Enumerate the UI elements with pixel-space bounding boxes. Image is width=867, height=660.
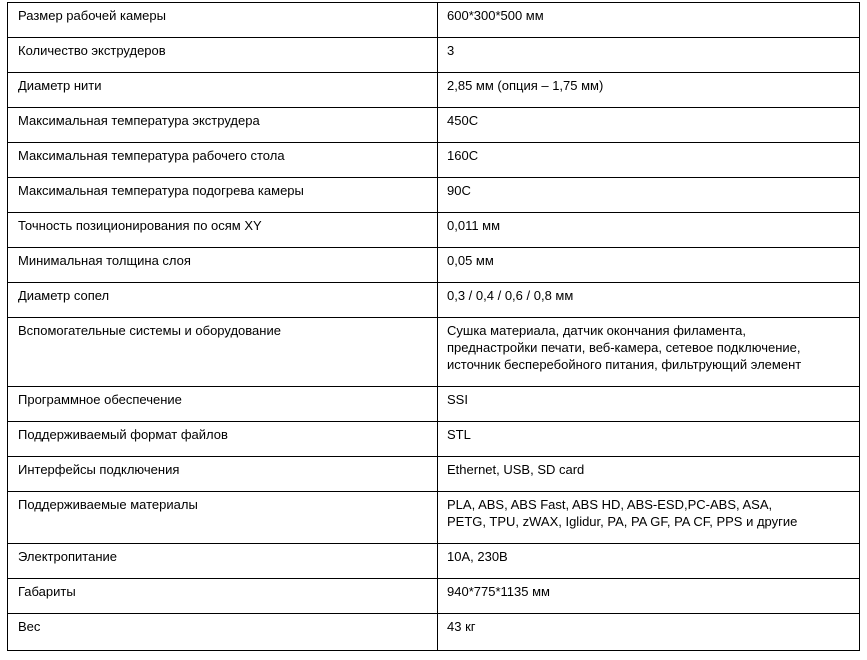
spec-label-cell (8, 283, 438, 318)
spec-value-line: 43 кг (447, 619, 476, 634)
spec-value-line: SSI (447, 392, 468, 407)
spec-value-cell (438, 73, 860, 108)
spec-label: Максимальная температура рабочего стола (18, 148, 285, 163)
spec-value-line: PETG, TPU, zWAX, Iglidur, PA, PA GF, PA CF, PPS и другие (447, 514, 798, 529)
spec-label-cell (8, 108, 438, 143)
table-row (8, 422, 860, 457)
spec-value-line: 0,05 мм (447, 253, 494, 268)
spec-value-cell (438, 579, 860, 614)
table-row (8, 614, 860, 651)
spec-value-cell (438, 614, 860, 651)
spec-value-line: 10А, 230В (447, 549, 508, 564)
spec-label: Поддерживаемый формат файлов (18, 427, 228, 442)
table-row (8, 457, 860, 492)
spec-value-cell (438, 422, 860, 457)
table-row (8, 248, 860, 283)
spec-label: Вес (18, 619, 41, 634)
spec-label-cell (8, 422, 438, 457)
spec-label-cell (8, 387, 438, 422)
spec-label-cell (8, 544, 438, 579)
table-row (8, 3, 860, 38)
spec-label: Точность позиционирования по осям XY (18, 218, 262, 233)
spec-label: Электропитание (18, 549, 117, 564)
spec-label: Диаметр нити (18, 78, 102, 93)
spec-label: Количество экструдеров (18, 43, 166, 58)
spec-label-cell (8, 318, 438, 387)
spec-label: Минимальная толщина слоя (18, 253, 191, 268)
spec-value-line: источник бесперебойного питания, фильтрующий элемент (447, 357, 802, 372)
spec-label-cell (8, 492, 438, 544)
spec-label: Диаметр сопел (18, 288, 110, 303)
spec-value-line: 3 (447, 43, 455, 58)
spec-value-line: Ethernet, USB, SD card (447, 462, 585, 477)
spec-label: Размер рабочей камеры (18, 8, 166, 23)
spec-label: Поддерживаемые материалы (18, 497, 198, 512)
table-row (8, 143, 860, 178)
spec-label-cell (8, 143, 438, 178)
spec-value-cell (438, 213, 860, 248)
spec-value-line: 90С (447, 183, 471, 198)
spec-label-cell (8, 213, 438, 248)
spec-label-cell (8, 248, 438, 283)
spec-value-cell (438, 248, 860, 283)
spec-label: Программное обеспечение (18, 392, 182, 407)
spec-label: Максимальная температура подогрева камеры (18, 183, 304, 198)
spec-value-line: STL (447, 427, 471, 442)
spec-value-cell (438, 283, 860, 318)
table-row (8, 38, 860, 73)
spec-label-cell (8, 3, 438, 38)
spec-value-line: 2,85 мм (опция – 1,75 мм) (447, 78, 604, 93)
spec-value-line: 0,3 / 0,4 / 0,6 / 0,8 мм (447, 288, 574, 303)
table-row (8, 579, 860, 614)
spec-value-cell (438, 387, 860, 422)
spec-label-cell (8, 38, 438, 73)
spec-label-cell (8, 614, 438, 651)
spec-value-line: PLA, ABS, ABS Fast, ABS HD, ABS-ESD,PC-ABS, ASA, (447, 497, 773, 512)
spec-value-cell (438, 457, 860, 492)
spec-label-cell (8, 579, 438, 614)
spec-table-body (8, 3, 860, 651)
spec-value-cell (438, 3, 860, 38)
spec-value-line: 450С (447, 113, 479, 128)
spec-value-cell (438, 178, 860, 213)
spec-value-cell (438, 544, 860, 579)
spec-label: Габариты (18, 584, 76, 599)
spec-label-cell (8, 178, 438, 213)
table-row (8, 387, 860, 422)
table-row (8, 492, 860, 544)
spec-label: Максимальная температура экструдера (18, 113, 260, 128)
table-row (8, 73, 860, 108)
spec-table (7, 2, 860, 651)
spec-label-cell (8, 73, 438, 108)
spec-value-line: 600*300*500 мм (447, 8, 544, 23)
table-row (8, 213, 860, 248)
spec-value-line: преднастройки печати, веб-камера, сетевое подключение, (447, 340, 801, 355)
spec-value-line: 0,011 мм (447, 218, 501, 233)
table-row (8, 544, 860, 579)
spec-label: Интерфейсы подключения (18, 462, 180, 477)
table-row (8, 178, 860, 213)
spec-value-cell (438, 108, 860, 143)
spec-label-cell (8, 457, 438, 492)
spec-value-cell (438, 38, 860, 73)
table-row (8, 318, 860, 387)
spec-value-line: Сушка материала, датчик окончания филамента, (447, 323, 746, 338)
spec-value-cell (438, 318, 860, 387)
spec-value-line: 940*775*1135 мм (447, 584, 550, 599)
spec-label: Вспомогательные системы и оборудование (18, 323, 281, 338)
spec-value-cell (438, 492, 860, 544)
spec-value-cell (438, 143, 860, 178)
spec-value-line: 160С (447, 148, 479, 163)
table-row (8, 108, 860, 143)
table-row (8, 283, 860, 318)
